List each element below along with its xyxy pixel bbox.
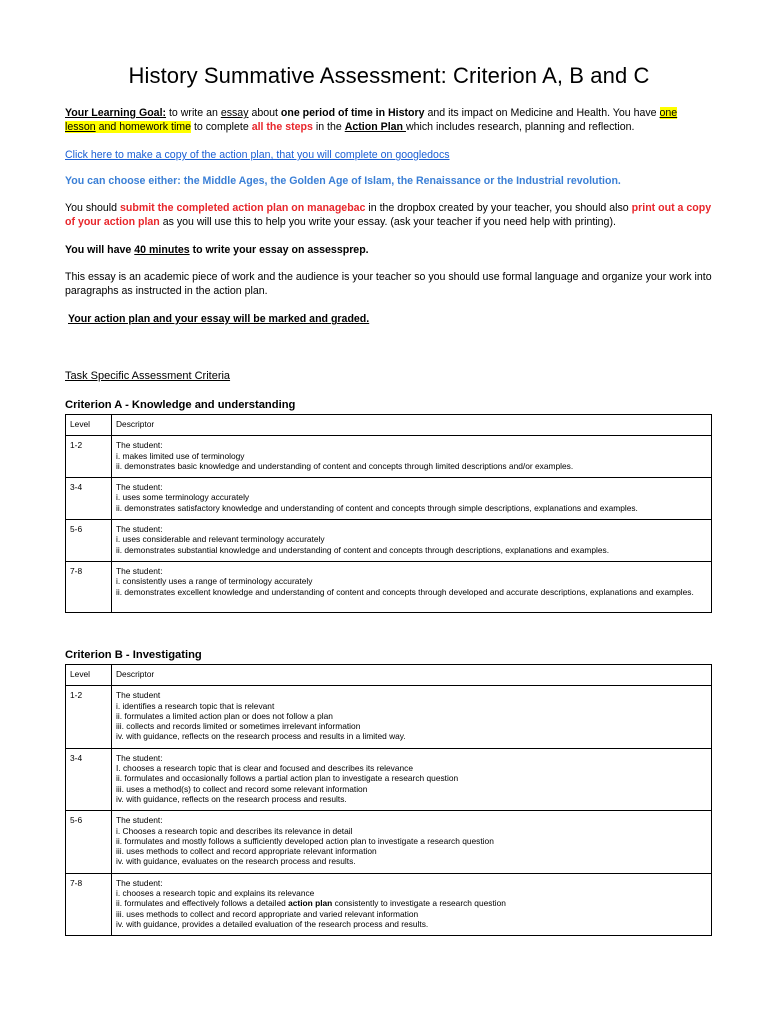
criterion-b-table xyxy=(65,664,712,936)
table-row xyxy=(66,748,712,810)
criterion-a-heading: Criterion A - Knowledge and understanding xyxy=(65,399,296,411)
level-cell: 5-6 xyxy=(66,520,112,562)
marked-graded-text: Your action plan and your essay will be marked and graded. xyxy=(68,313,370,325)
choose-period-text: You can choose either: the Middle Ages, the Golden Age of Islam, the Renaissance or the Industrial revolution. xyxy=(65,175,621,187)
learning-goal-paragraph: Your Learning Goal: to write an essay about one period of time in History and its impact on Medicine and Health. You have one lesson and homework time to complete all the steps in the Action Plan which includes research, planning and reflection. xyxy=(65,107,678,133)
level-cell: 1-2 xyxy=(66,436,112,478)
table-row xyxy=(66,811,712,873)
table-header-row xyxy=(66,665,712,686)
submit-paragraph: You should submit the completed action plan on managebac in the dropbox created by your teacher, you should also print out a copy of your action plan as you will use this to help you write your essay. (ask your teacher if you need help with printing). xyxy=(65,202,712,228)
action-plan-link-paragraph xyxy=(65,149,713,163)
level-cell: 7-8 xyxy=(66,561,112,612)
descriptor-cell: The student: i. chooses a research topic and explains its relevance ii. formulates and effectively follows a detailed action plan consistently to investigate a research question iii. uses methods to collect and record appropriate and varied relevant information iv. with guidance, provides a detailed evaluation of the research process and results. xyxy=(112,873,712,935)
descriptor-cell: The student: i. uses some terminology accurately ii. demonstrates satisfactory knowledge and understanding of content and concepts through simple descriptions, explanations and examples. xyxy=(112,478,712,520)
time-paragraph: You will have 40 minutes to write your essay on assessprep. xyxy=(65,244,369,256)
table-row xyxy=(66,520,712,562)
descriptor-cell: The student: i. uses considerable and relevant terminology accurately ii. demonstrates substantial knowledge and understanding of content and concepts through descriptions, explanations and examples. xyxy=(112,520,712,562)
criterion-b-heading: Criterion B - Investigating xyxy=(65,649,202,661)
descriptor-header: Descriptor xyxy=(112,665,712,686)
descriptor-header: Descriptor xyxy=(112,415,712,436)
level-header: Level xyxy=(66,415,112,436)
level-cell: 5-6 xyxy=(66,811,112,873)
descriptor-cell: The student: i. Chooses a research topic and describes its relevance in detail ii. formulates and mostly follows a sufficiently developed action plan to investigate a research question iii. uses methods to collect and record appropriate relevant information iv. with guidance, evaluates on the research process and results. xyxy=(112,811,712,873)
descriptor-cell: The student: I. chooses a research topic that is clear and focused and describes its relevance ii. formulates and occasionally follows a partial action plan to investigate a research question iii. uses a method(s) to collect and record some relevant information iv. with guidance, reflects on the research process and results. xyxy=(112,748,712,810)
table-header-row xyxy=(66,415,712,436)
level-header: Level xyxy=(66,665,112,686)
descriptor-cell: The student i. identifies a research topic that is relevant ii. formulates a limited action plan or does not follow a plan iii. collects and records limited or sometimes irrelevant information iv. with guidance, reflects on the research process and results in a limited way. xyxy=(112,686,712,748)
level-cell: 1-2 xyxy=(66,686,112,748)
level-cell: 3-4 xyxy=(66,748,112,810)
table-row xyxy=(66,873,712,935)
table-row xyxy=(66,561,712,612)
academic-paragraph: This essay is an academic piece of work and the audience is your teacher so you should use formal language and organize your work into paragraphs as instructed in the action plan. xyxy=(65,271,712,297)
criterion-a-table xyxy=(65,414,712,613)
table-row xyxy=(66,686,712,748)
task-criteria-heading: Task Specific Assessment Criteria xyxy=(65,370,231,382)
level-cell: 7-8 xyxy=(66,873,112,935)
level-cell: 3-4 xyxy=(66,478,112,520)
document-title: History Summative Assessment: Criterion A, B and C xyxy=(128,63,650,88)
descriptor-cell: The student: i. makes limited use of terminology ii. demonstrates basic knowledge and understanding of content and concepts through limited descriptions and/or examples. xyxy=(112,436,712,478)
learning-goal-label: Your Learning Goal: xyxy=(65,107,167,119)
descriptor-cell: The student: i. consistently uses a range of terminology accurately ii. demonstrates excellent knowledge and understanding of content and concepts through developed and accurate descriptions, explanations and examples. xyxy=(112,561,712,612)
action-plan-link[interactable]: Click here to make a copy of the action plan, that you will complete on googledocs xyxy=(65,149,450,161)
table-row xyxy=(66,478,712,520)
table-row xyxy=(66,436,712,478)
